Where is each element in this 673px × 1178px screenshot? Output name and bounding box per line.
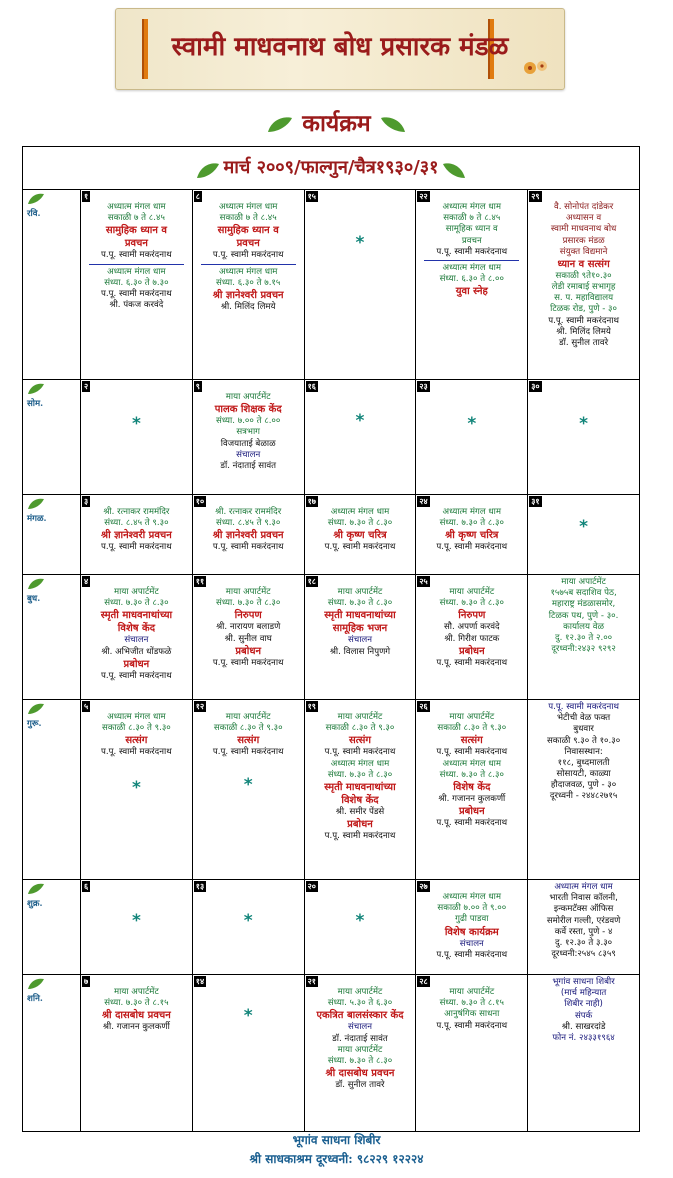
- date-number: १९: [307, 702, 316, 711]
- date-number: २७: [419, 882, 428, 891]
- week-row: [23, 380, 640, 495]
- event-text: संध्या. ७.३० ते ८.३०: [104, 598, 169, 609]
- calendar-cell: [304, 495, 416, 575]
- event-text: स्मृती माधवनाथांच्या: [324, 781, 396, 793]
- event-text: प.पू. स्वामी मकरंदनाथ: [101, 288, 172, 299]
- event-text: माया अपार्टमेंट: [449, 712, 495, 722]
- calendar-cell: [528, 575, 640, 700]
- date-number: २२: [419, 192, 428, 201]
- event-text: प.पू. स्वामी मकरंदनाथ: [101, 670, 172, 681]
- date-number: १७: [307, 497, 316, 506]
- event-text: माया अपार्टमेंट: [337, 1044, 383, 1055]
- event-text: ११८, बुध्दमालती: [557, 757, 610, 768]
- event-text: श्री. अभिजीत धोंडफळे: [101, 646, 172, 657]
- week-row: [23, 495, 640, 575]
- date-number: १६: [307, 382, 316, 391]
- month-header: [23, 147, 640, 190]
- event-text: संध्या. ५.३० ते ६.३०: [327, 998, 393, 1009]
- leaf-icon: [441, 162, 467, 180]
- date-number: १३: [195, 882, 205, 891]
- calendar-cell: [304, 380, 416, 495]
- event-text: डॉ. सुनील तावरे: [559, 337, 609, 348]
- event-text: युवा स्नेह: [455, 286, 488, 298]
- day-label: मंगळ.: [27, 514, 47, 525]
- day-label-cell: [23, 575, 81, 700]
- event-text: अध्यात्म मंगल धाम: [107, 202, 166, 212]
- event-text: माया अपार्टमेंट: [114, 587, 159, 597]
- event-text: सकाळी ८.३० ते ९.३०: [102, 723, 171, 734]
- event-text: माया अपार्टमेंट: [225, 712, 271, 722]
- calendar-cell: [81, 700, 193, 880]
- day-label: बुध.: [27, 594, 41, 605]
- event-text: संध्या. ६.३० ते ८.००: [439, 274, 504, 285]
- leaf-icon: [379, 116, 407, 134]
- event-text: वै. सोनोपंत दांडेकर: [553, 202, 614, 212]
- date-number: ९: [195, 382, 200, 391]
- event-text: विशेष केंद: [117, 623, 155, 635]
- calendar-cell: [416, 700, 528, 880]
- day-label-cell: [23, 380, 81, 495]
- event-text: अध्यात्म मंगल धाम: [442, 758, 502, 769]
- event-text: सामूहिक ध्यान व: [445, 224, 498, 235]
- date-number: २९: [531, 192, 540, 201]
- event-text: विशेष कार्यक्रम: [444, 926, 499, 938]
- event-text: एकत्रित बालसंस्कार केंद: [316, 1010, 404, 1022]
- event-text: संध्या. ७.३० ते ८.३०: [439, 769, 504, 780]
- event-text: श्री ज्ञानेश्वरी प्रवचन: [100, 530, 172, 542]
- event-text: प.पू. स्वामी मकरंदनाथ: [212, 542, 284, 553]
- event-text: प.पू. स्वामी मकरंदनाथ: [324, 542, 396, 553]
- event-text: सामुहिक ध्यान व: [217, 225, 279, 237]
- event-text: संचालन: [347, 1022, 373, 1033]
- event-text: श्री दासबोध प्रवचन: [325, 1068, 395, 1080]
- calendar-cell: [416, 575, 528, 700]
- event-text: भेटीची वेळ फक्त: [557, 713, 611, 724]
- empty-marker: *: [579, 414, 589, 434]
- event-text: कार्यालय वेळ: [563, 621, 605, 632]
- event-text: डॉ. नंदाताई सावंत: [332, 1033, 388, 1044]
- empty-marker: *: [131, 911, 141, 931]
- calendar-cell: [81, 880, 193, 975]
- date-number: १८: [307, 577, 316, 586]
- week-row: [23, 575, 640, 700]
- event-text: प्रवचन: [236, 238, 260, 250]
- event-text: श्री. सुनील वाघ: [224, 633, 272, 644]
- event-text: लेडी रमाबाई सभागृह: [551, 282, 616, 293]
- event-text: सत्संग: [237, 735, 260, 747]
- event-text: संध्या. ६.३० ते ७.१५: [216, 277, 281, 288]
- event-text: संध्या. ८.४५ ते ९.३०: [216, 518, 281, 529]
- event-text: श्री ज्ञानेश्वरी प्रवचन: [212, 289, 284, 301]
- calendar-cell: [81, 495, 193, 575]
- date-number: १४: [195, 977, 205, 986]
- event-text: अध्यात्म मंगल धाम: [442, 507, 502, 517]
- event-text: संध्या. ७.३० ते ८.३०: [439, 518, 504, 529]
- empty-marker: *: [579, 517, 589, 537]
- calendar-cell: [304, 975, 416, 1132]
- event-text: श्री ज्ञानेश्वरी प्रवचन: [212, 530, 284, 542]
- event-text: टिळक पथ, पुणे - ३०.: [548, 610, 619, 621]
- empty-marker: *: [467, 414, 477, 434]
- event-text: संध्या. ७.३० ते ८.१५: [439, 998, 504, 1009]
- calendar-cell: [304, 880, 416, 975]
- empty-marker: *: [243, 1006, 253, 1026]
- event-text: प.पू. स्वामी मकरंदनाथ: [212, 250, 284, 261]
- event-text: श्री. विलास निपुणगे: [329, 646, 391, 657]
- empty-marker: *: [243, 774, 253, 795]
- date-number: २०: [307, 882, 316, 891]
- date-number: ३०: [531, 382, 540, 391]
- cell-divider: [201, 264, 296, 265]
- empty-marker: *: [355, 411, 365, 431]
- event-text: श्री. मिलिंद लिमये: [556, 326, 611, 337]
- event-text: दूरध्वनी:२५४५ ८३५९: [551, 949, 616, 960]
- event-text: इन्कमटॅक्स ऑफिस: [553, 904, 614, 915]
- day-label: शनि.: [27, 994, 43, 1005]
- event-text: शिबीर नाही): [564, 999, 603, 1010]
- event-text: आनुषंगिक साधना: [444, 1009, 500, 1020]
- event-text: संध्या. ८.४५ ते ९.३०: [104, 518, 169, 529]
- day-label: सोम.: [27, 399, 44, 410]
- event-text: अध्यात्म मंगल धाम: [442, 892, 502, 902]
- event-text: श्री. साखरदांडे: [561, 1021, 606, 1032]
- event-text: प.पू. स्वामी मकरंदनाथ: [436, 1020, 508, 1031]
- event-text: संपर्क: [574, 1010, 593, 1021]
- date-number: २८: [419, 977, 428, 986]
- event-text: प.पू. स्वामी मकरंदनाथ: [101, 747, 172, 758]
- event-text: संध्या. ७.३० ते ८.३०: [216, 598, 281, 609]
- date-number: ४: [84, 577, 89, 586]
- event-text: संचालन: [236, 449, 261, 460]
- event-text: स्मृती माधवनाथांच्या: [100, 610, 173, 622]
- calendar-cell: [528, 380, 640, 495]
- event-text: संध्या. ७.३० ते ८.३०: [327, 1055, 393, 1066]
- empty-marker: *: [355, 233, 365, 253]
- event-text: सामुहिक ध्यान व: [105, 225, 167, 237]
- event-text: माया अपार्टमेंट: [449, 587, 495, 597]
- event-text: दु. १२.३० ते ३.३०: [555, 937, 613, 948]
- event-text: सकाळी ९.३० ते १०.३०: [546, 735, 621, 746]
- event-text: विशेष केंद: [453, 781, 491, 793]
- leaf-icon: [27, 193, 78, 209]
- day-label: शुक्र.: [27, 899, 43, 910]
- event-text: संचालन: [124, 635, 149, 646]
- event-text: भारती निवास कॉलनी,: [549, 893, 618, 904]
- event-text: श्री. नारायण बलाडणे: [216, 622, 281, 633]
- event-text: फोन नं. २४३३१९६४: [552, 1032, 615, 1043]
- event-text: अध्यात्म मंगल धाम: [442, 262, 502, 273]
- event-text: प्रवचन: [124, 238, 148, 250]
- leaf-icon: [27, 498, 78, 514]
- event-text: संध्या. ७.०० ते ८.००: [216, 416, 281, 427]
- calendar-cell: [81, 380, 193, 495]
- event-text: प्रवचन: [461, 235, 482, 246]
- calendar-cell: [81, 975, 193, 1132]
- calendar-cell: [192, 380, 304, 495]
- date-number: ११: [195, 577, 205, 586]
- event-text: सकाळी ९ते१०.३०: [555, 270, 612, 281]
- event-text: सत्संग: [460, 735, 483, 747]
- event-text: सोसायटी, काळ्या: [556, 769, 611, 780]
- event-text: संध्या. ७.३० ते ८.३०: [439, 598, 504, 609]
- event-text: श्री. रत्नाकर राममंदिर: [215, 507, 282, 517]
- leaf-icon: [195, 162, 221, 180]
- calendar-cell: [192, 700, 304, 880]
- event-text: ध्यान व सत्संग: [557, 258, 610, 270]
- calendar-cell: [528, 190, 640, 380]
- empty-marker: *: [131, 414, 141, 434]
- event-text: प्रबोधन: [458, 806, 485, 818]
- event-text: महाराष्ट्र मंडळासमोर,: [551, 599, 616, 610]
- event-text: सकाळी ७ ते ८.४५: [107, 213, 165, 224]
- date-number: १५: [307, 192, 316, 201]
- event-text: श्री. रत्नाकर राममंदिर: [103, 507, 170, 517]
- event-text: माया अपार्टमेंट: [337, 712, 383, 722]
- event-text: प.पू. स्वामी मकरंदनाथ: [101, 250, 172, 261]
- footer-line1: भूगांव साधना शिबीर: [292, 1133, 381, 1147]
- date-number: ७: [84, 977, 89, 986]
- event-text: श्री. गजानन कुलकर्णी: [102, 1022, 170, 1033]
- event-text: श्री. मिलिंद लिमये: [220, 301, 276, 312]
- date-number: १: [84, 192, 89, 201]
- event-text: हौदाजवळ, पुणे - ३०: [550, 780, 617, 791]
- event-text: अध्यात्म मंगल धाम: [218, 202, 278, 212]
- event-text: प.पू. स्वामी मकरंदनाथ: [548, 315, 619, 326]
- event-text: प.पू. स्वामी मकरंदनाथ: [436, 747, 508, 758]
- calendar-cell: [416, 495, 528, 575]
- event-text: सौ. अपर्णा करवंदे: [444, 622, 500, 633]
- calendar-table: [22, 146, 640, 1132]
- event-text: गुढी पाडवा: [455, 914, 489, 925]
- calendar-cell: [304, 575, 416, 700]
- event-text: अध्यासन व: [566, 213, 602, 224]
- calendar-cell: [192, 880, 304, 975]
- event-text: प.पू. स्वामी मकरंदनाथ: [436, 818, 508, 829]
- week-row: [23, 190, 640, 380]
- event-text: दूरध्वनी:२४३२ ९२९२: [551, 644, 616, 655]
- date-number: ६: [84, 882, 89, 891]
- event-text: प्रबोधन: [458, 645, 485, 657]
- event-text: संध्या. ७.३० ते ८.३०: [327, 518, 393, 529]
- event-text: स्वामी माधवनाथ बोध: [550, 224, 617, 235]
- leaf-icon: [27, 578, 78, 594]
- event-text: श्री कृष्ण चरित्र: [333, 530, 387, 542]
- calendar-cell: [528, 975, 640, 1132]
- calendar-cell: [528, 700, 640, 880]
- event-text: प.पू. स्वामी मकरंदनाथ: [324, 747, 396, 758]
- calendar-cell: [192, 575, 304, 700]
- event-text: प.पू. स्वामी मकरंदनाथ: [101, 542, 172, 553]
- date-number: ३: [84, 497, 89, 506]
- event-text: (मार्च महिन्यात: [560, 988, 607, 999]
- event-text: सकाळी ७ ते ८.४५: [443, 213, 501, 224]
- event-text: सत्रभाग: [236, 427, 261, 438]
- event-text: सत्संग: [348, 735, 371, 747]
- date-number: २१: [307, 977, 316, 986]
- event-text: सकाळी ८.३० ते ९.३०: [213, 723, 283, 734]
- day-label-cell: [23, 975, 81, 1132]
- day-label-cell: [23, 495, 81, 575]
- event-text: टिळक रोड, पुणे - ३०: [550, 304, 617, 315]
- event-text: संध्या. ७.३० ते ८.३०: [327, 769, 393, 780]
- event-text: प्रबोधन: [347, 819, 373, 831]
- event-text: विशेष केंद: [341, 794, 379, 806]
- calendar-cell: [416, 190, 528, 380]
- event-text: प.पू. स्वामी मकरंदनाथ: [436, 542, 508, 553]
- calendar-cell: [416, 975, 528, 1132]
- calendar-cell: [81, 575, 193, 700]
- leaf-icon: [27, 383, 78, 399]
- date-number: १०: [195, 497, 205, 506]
- event-text: संध्या. ७.३० ते ८.३०: [327, 598, 393, 609]
- event-text: श्री. समीर पेंडसे: [335, 806, 385, 817]
- calendar-cell: [192, 975, 304, 1132]
- calendar-cell: [416, 380, 528, 495]
- date-number: २: [84, 382, 89, 391]
- event-text: श्री. पंकज करवंदे: [109, 300, 164, 311]
- event-text: प.पू. स्वामी मकरंदनाथ: [212, 747, 284, 758]
- event-text: श्री. गजानन कुलकर्णी: [438, 793, 506, 804]
- event-text: स. प. महाविद्यालय: [554, 293, 614, 304]
- event-text: माया अपार्टमेंट: [114, 987, 159, 997]
- event-text: पालक शिक्षक केंद: [214, 404, 282, 416]
- event-text: प.पू. स्वामी मकरंदनाथ: [212, 657, 284, 668]
- event-text: श्री दासबोध प्रवचन: [101, 1010, 171, 1022]
- subtitle: [0, 106, 673, 138]
- event-text: डॉ. सुनील तावरे: [335, 1080, 385, 1091]
- week-row: [23, 880, 640, 975]
- event-text: अध्यात्म मंगल धाम: [554, 882, 613, 892]
- event-text: निरुपण: [234, 610, 262, 622]
- event-text: अध्यात्म मंगल धाम: [107, 712, 166, 722]
- event-text: माया अपार्टमेंट: [225, 587, 271, 597]
- event-text: संध्या. ६.३० ते ७.३०: [104, 277, 169, 288]
- event-text: संयुक्त विद्यमाने: [559, 246, 608, 257]
- event-text: सकाळी ७ ते ८.४५: [219, 213, 277, 224]
- flower-icon: [522, 57, 550, 79]
- event-text: प.पू. स्वामी मकरंदनाथ: [548, 702, 619, 712]
- date-number: २३: [419, 382, 428, 391]
- event-text: प्रसारक मंडळ: [562, 235, 605, 246]
- event-text: प.पू. स्वामी मकरंदनाथ: [324, 831, 396, 842]
- event-text: १५७५ब सदाशिव पेठ,: [550, 588, 617, 599]
- week-row: [23, 700, 640, 880]
- leaf-icon: [27, 883, 78, 899]
- calendar-cell: [528, 880, 640, 975]
- day-label-cell: [23, 880, 81, 975]
- empty-marker: *: [131, 777, 141, 798]
- calendar-rows: [23, 190, 640, 1132]
- footer-line2: श्री साधकाश्रम दूरध्वनी: ९८२२९ १२२२४: [249, 1152, 424, 1166]
- event-text: सामूहिक भजन: [332, 623, 388, 635]
- day-label-cell: [23, 700, 81, 880]
- event-text: प्रबोधन: [123, 658, 150, 670]
- event-text: समोरील गल्ली, एरंडवणे: [546, 915, 621, 926]
- date-number: ८: [195, 192, 200, 201]
- event-text: अध्यात्म मंगल धाम: [107, 266, 166, 277]
- event-text: निवासस्थान:: [564, 746, 603, 757]
- event-text: प.पू. स्वामी मकरंदनाथ: [436, 657, 508, 668]
- calendar-cell: [192, 190, 304, 380]
- event-text: अध्यात्म मंगल धाम: [330, 507, 390, 517]
- cell-divider: [424, 260, 519, 261]
- calendar-cell: [528, 495, 640, 575]
- calendar-cell: [304, 700, 416, 880]
- event-text: अध्यात्म मंगल धाम: [218, 266, 278, 277]
- month-title: मार्च २००९/फाल्गुन/चैत्र१९३०/३१: [223, 157, 439, 179]
- event-text: सकाळी ८.३० ते ९.३०: [325, 723, 395, 734]
- cell-divider: [89, 264, 184, 265]
- event-text: विजयाताई बेळाळ: [220, 438, 276, 449]
- event-text: संध्या. ७.३० ते ८.१५: [104, 998, 169, 1009]
- subtitle-text: कार्यक्रम: [302, 110, 371, 137]
- calendar-cell: [304, 190, 416, 380]
- event-text: अध्यात्म मंगल धाम: [442, 202, 502, 212]
- date-number: १२: [195, 702, 205, 711]
- leaf-icon: [27, 703, 78, 719]
- calendar-cell: [416, 880, 528, 975]
- day-label: रवि.: [27, 209, 41, 220]
- event-text: बुधवार: [573, 724, 594, 735]
- event-text: सत्संग: [125, 735, 148, 747]
- calendar-cell: [81, 190, 193, 380]
- event-text: सकाळी ७.०० ते ९.००: [437, 903, 507, 914]
- event-text: प्रबोधन: [235, 645, 262, 657]
- calendar-cell: [192, 495, 304, 575]
- week-row: [23, 975, 640, 1132]
- leaf-icon: [266, 116, 294, 134]
- date-number: २५: [419, 577, 428, 586]
- event-text: माया अपार्टमेंट: [337, 587, 383, 597]
- event-text: निरुपण: [458, 610, 486, 622]
- event-text: दु. १२.३० ते २.००: [555, 632, 613, 643]
- event-text: माया अपार्टमेंट: [449, 987, 495, 997]
- event-text: संचालन: [347, 635, 373, 646]
- event-text: श्री. गिरीश फाटक: [444, 633, 500, 644]
- event-text: संचालन: [459, 938, 484, 949]
- date-number: ३१: [531, 497, 540, 506]
- date-number: २४: [419, 497, 428, 506]
- page-title: स्वामी माधवनाथ बोध प्रसारक मंडळ: [171, 32, 509, 62]
- event-text: स्मृती माधवनाथांच्या: [324, 610, 396, 622]
- event-text: डॉ. नंदाताई सावंत: [220, 460, 277, 471]
- date-number: ५: [84, 702, 89, 711]
- event-text: भूगांव साधना शिबीर: [552, 977, 615, 987]
- day-label: गुरू.: [27, 719, 42, 730]
- event-text: सकाळी ८.३० ते ९.३०: [437, 723, 507, 734]
- day-label-cell: [23, 190, 81, 380]
- header-banner: [115, 8, 565, 90]
- event-text: प.पू. स्वामी मकरंदनाथ: [436, 246, 508, 257]
- event-text: माया अपार्टमेंट: [561, 577, 606, 587]
- empty-marker: *: [355, 911, 365, 931]
- leaf-icon: [27, 978, 78, 994]
- event-text: माया अपार्टमेंट: [337, 987, 383, 997]
- date-number: २६: [419, 702, 428, 711]
- event-text: कर्वे रस्ता, पुणे - ४: [554, 926, 613, 937]
- event-text: दूरध्वनी - २४४८२७१५: [549, 791, 618, 802]
- empty-marker: *: [243, 911, 253, 931]
- event-text: प.पू. स्वामी मकरंदनाथ: [436, 949, 508, 960]
- event-text: माया अपार्टमेंट: [225, 392, 271, 402]
- event-text: श्री कृष्ण चरित्र: [445, 530, 499, 542]
- event-text: अध्यात्म मंगल धाम: [330, 758, 390, 769]
